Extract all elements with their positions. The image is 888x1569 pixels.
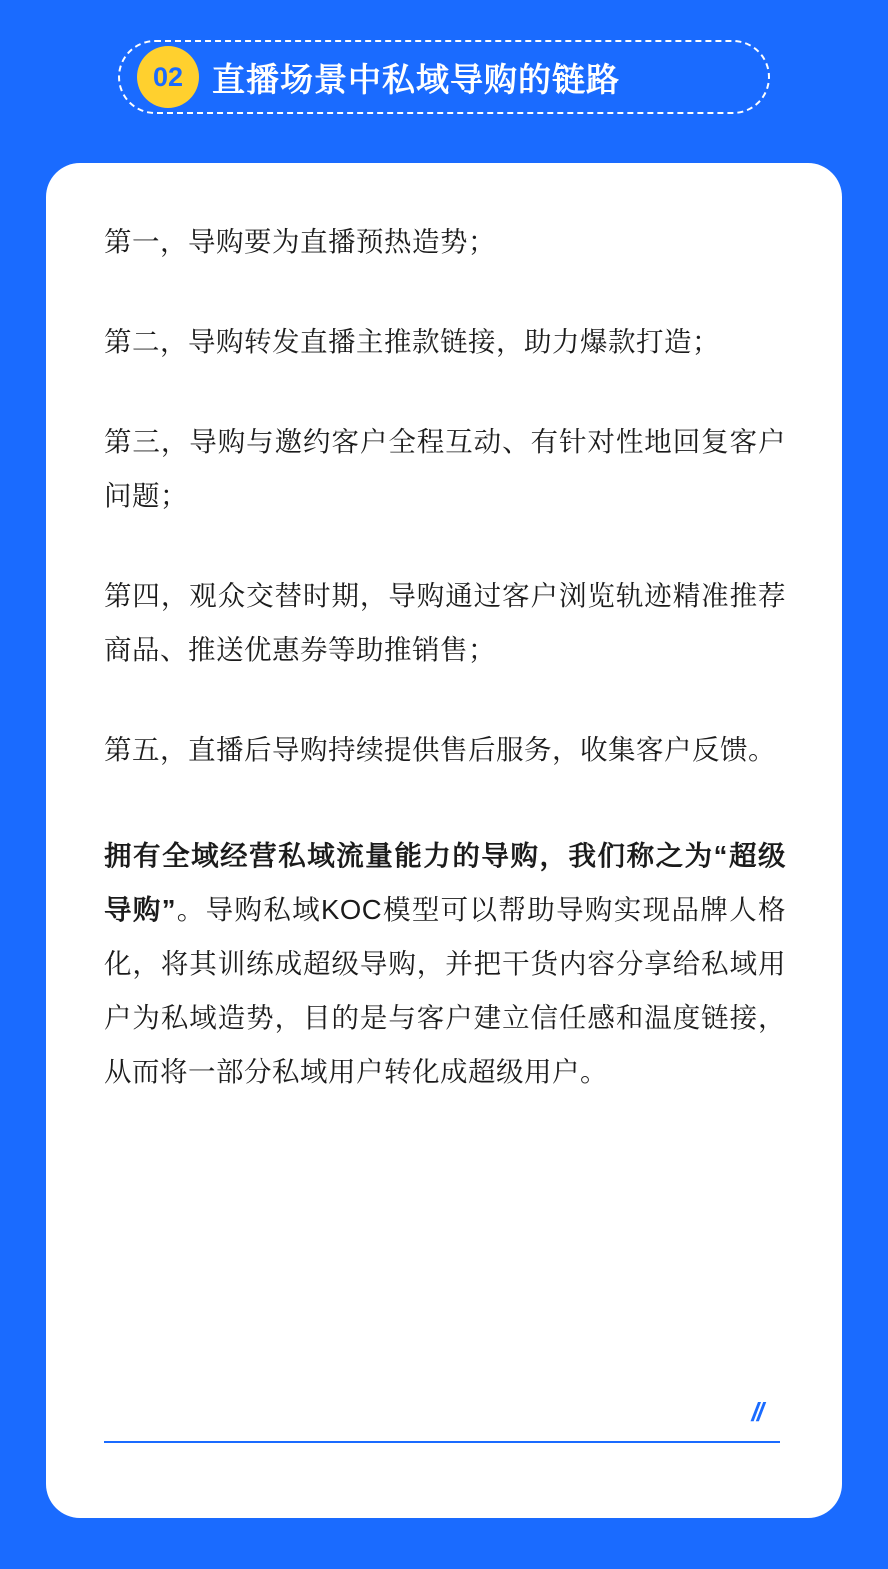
list-item: 第五，直播后导购持续提供售后服务，收集客户反馈。 (104, 734, 776, 765)
content-card-body (104, 215, 786, 1099)
page-title: 直播场景中私域导购的链路 (212, 60, 620, 98)
summary-rest: 。导购私域KOC模型可以帮助导购实现品牌人格化，将其训练成超级导购，并把干货内容分享给私域用户为私域造势，目的是与客户建立信任感和温度链接，从而将一部分私域用户转化成超级用户。 (104, 894, 787, 1087)
divider (104, 1441, 780, 1443)
content-card (46, 163, 842, 1518)
list-item: 第一，导购要为直播预热造势； (104, 226, 496, 257)
list-item: 第二，导购转发直播主推款链接，助力爆款打造； (104, 326, 720, 357)
card-footer (104, 1397, 780, 1457)
summary-highlight: 拥有全域经营私域流量能力的导购，我们称之为“超级导购” (104, 840, 786, 925)
summary-paragraph (104, 829, 786, 1099)
section-number-badge: 02 (137, 46, 199, 108)
slash-decoration-icon: // (751, 1397, 762, 1427)
list-item: 第三，导购与邀约客户全程互动、有针对性地回复客户问题； (104, 426, 786, 511)
list-item: 第四，观众交替时期，导购通过客户浏览轨迹精准推荐商品、推送优惠券等助推销售； (104, 580, 786, 665)
section-header (118, 40, 770, 114)
